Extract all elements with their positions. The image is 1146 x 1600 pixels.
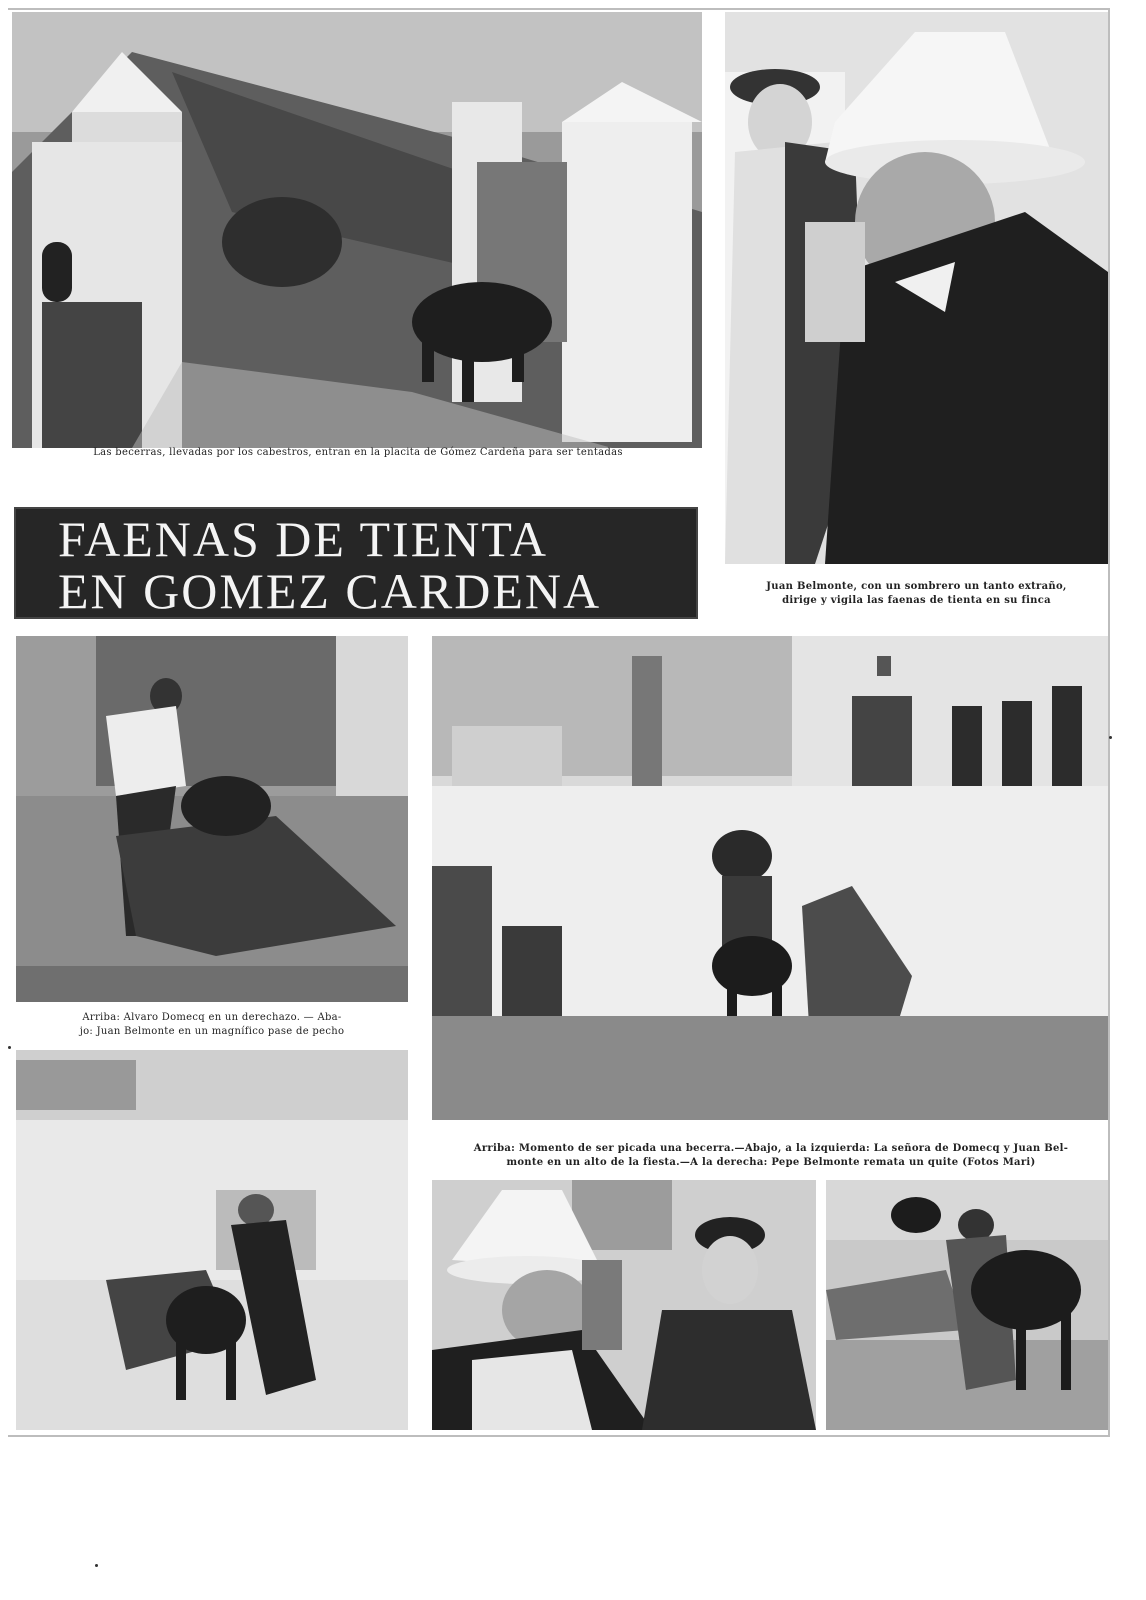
page-frame-bottom (8, 1435, 1110, 1437)
caption-domecq-line-2: jo: Juan Belmonte en un magnífico pase de pecho (79, 1026, 345, 1037)
photo-picada-becerra (432, 636, 1108, 1120)
scan-speck (8, 1046, 11, 1049)
photo-juan-belmonte-hat (725, 12, 1108, 564)
caption-belmonte-line-2: dirige y vigila las faenas de tienta en su finca (782, 595, 1051, 606)
caption-belmonte-line-1: Juan Belmonte, con un sombrero un tanto extraño, (766, 581, 1067, 592)
photo-domecq-derechazo (16, 636, 408, 1002)
headline-line-1: FAENAS DE TIENTA (58, 511, 549, 567)
scan-speck (1109, 736, 1112, 739)
photo-belmonte-pase-de-pecho (16, 1050, 408, 1430)
caption-picada-line-1: Arriba: Momento de ser picada una becerra.—Abajo, a la izquierda: La señora de Domecq y Juan Bel- (473, 1143, 1069, 1154)
page-frame-right (1108, 8, 1110, 1437)
headline-box (14, 507, 698, 619)
page-frame-top (8, 8, 1110, 10)
photo-pepe-belmonte-quite (826, 1180, 1108, 1430)
scan-speck (95, 1564, 98, 1567)
caption-domecq-line-1: Arriba: Alvaro Domecq en un derechazo. — Aba- (82, 1012, 342, 1023)
caption-picada-line-2: monte en un alto de la fiesta.—A la derecha: Pepe Belmonte remata un quite (Fotos Mari) (506, 1157, 1036, 1168)
photo-senora-domecq-belmonte (432, 1180, 816, 1430)
headline-line-2: EN GOMEZ CARDENA (58, 563, 602, 619)
photo-becerras-entering (12, 12, 702, 448)
caption-becerras: Las becerras, llevadas por los cabestros, entran en la placita de Gómez Cardeña para ser tentadas (93, 447, 623, 458)
